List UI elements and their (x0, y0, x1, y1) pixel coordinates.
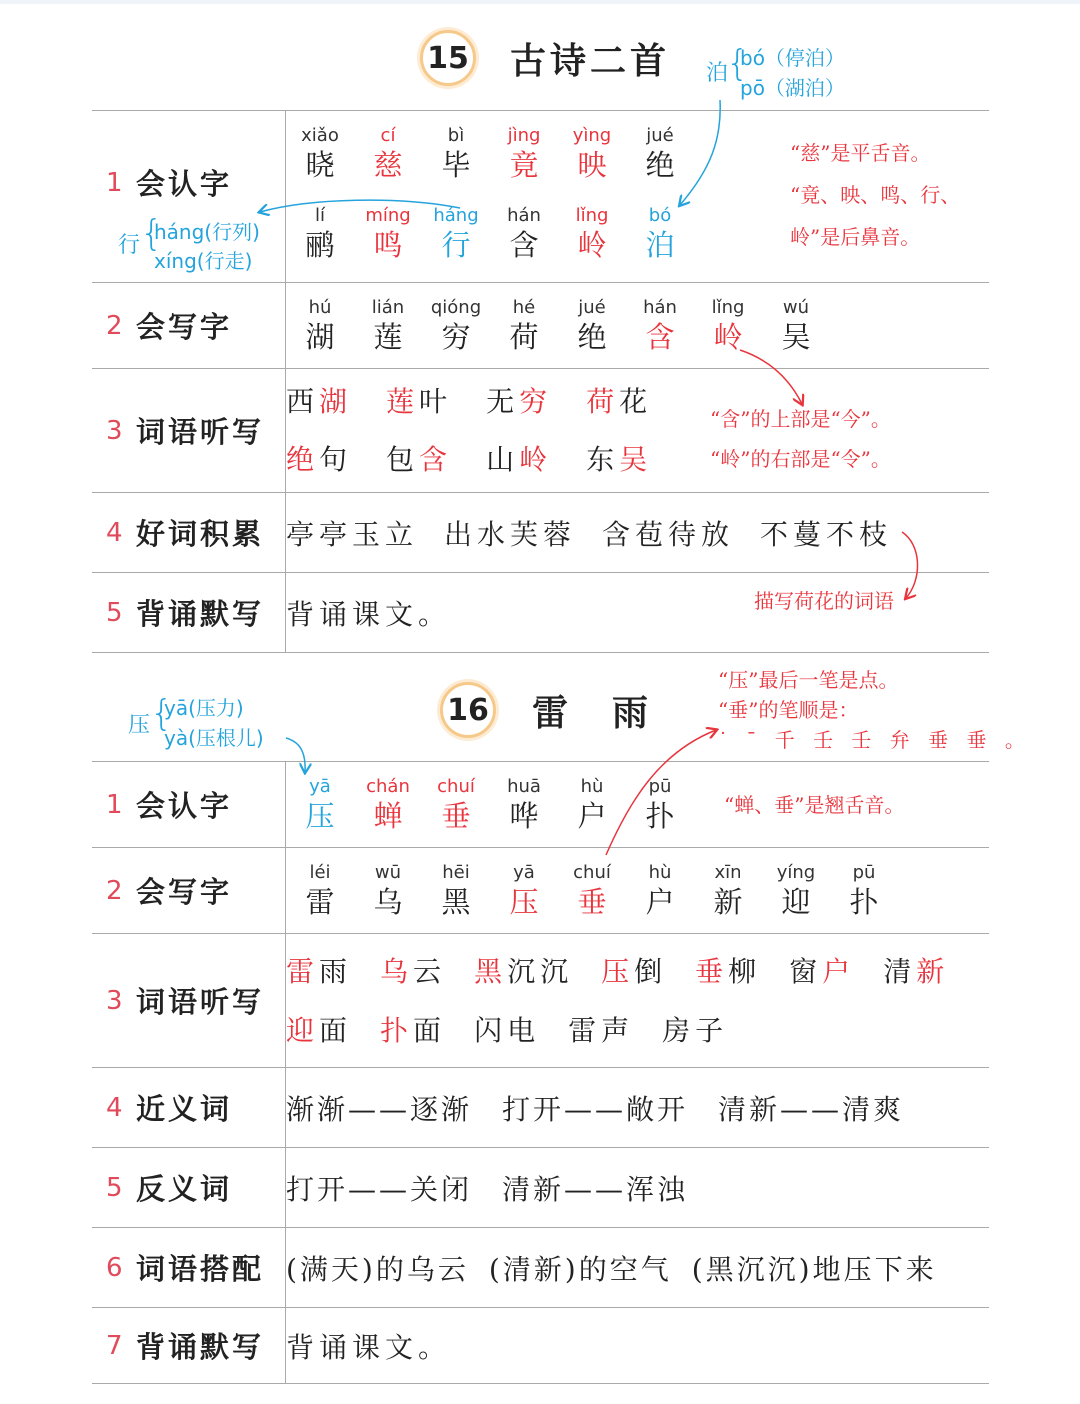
hanzi: 哗 (509, 798, 539, 833)
pinyin-char (626, 297, 694, 355)
pinyin-char (354, 125, 422, 183)
word (286, 1014, 352, 1047)
brace-icon: { (140, 213, 163, 254)
antonyms-cell (286, 1148, 990, 1228)
word (883, 955, 949, 988)
word-pair: 清新——浑浊 (502, 1172, 689, 1206)
word (380, 955, 446, 988)
row-number: 3 (106, 986, 136, 1016)
word (474, 955, 573, 988)
note-line: “竟、映、鸣、行、 (790, 183, 961, 207)
row-recite (92, 1308, 989, 1384)
pinyin-char (422, 297, 490, 355)
word-part: 荷 (586, 384, 620, 418)
pinyin: léi (309, 861, 331, 883)
synonyms-line (286, 1088, 989, 1128)
top-rule (0, 0, 1080, 4)
hanzi: 毕 (441, 147, 471, 182)
word-part: 穷 (519, 384, 553, 418)
ya-note-char: 压 (128, 713, 151, 738)
pinyin: jué (646, 124, 674, 146)
hanzi: 迎 (781, 884, 811, 919)
word-part: 扑 (380, 1013, 414, 1047)
pinyin: lǐng (575, 204, 609, 226)
row-number: 1 (106, 790, 136, 820)
row-number: 4 (106, 1093, 136, 1123)
hanzi: 户 (577, 798, 607, 833)
hanzi: 绝 (577, 319, 607, 354)
row-number: 2 (106, 311, 136, 341)
pinyin-char (422, 776, 490, 834)
note-stroke-order (718, 665, 1031, 755)
word-part: 含 (419, 442, 453, 476)
row-number: 5 (106, 598, 136, 628)
hanzi: 岭 (713, 319, 743, 354)
row-label (92, 1228, 286, 1308)
hanzi: 蝉 (373, 798, 403, 833)
bo-note-reading-2: pō（湖泊） (740, 76, 845, 100)
pinyin-char (490, 205, 558, 263)
word-part: 莲 (386, 384, 420, 418)
row-label-text: 近义词 (136, 1092, 233, 1126)
word (586, 443, 652, 476)
pinyin: jìng (507, 124, 541, 146)
word-part: 迎 (286, 1013, 320, 1047)
word-part: 新 (916, 954, 950, 988)
bo-note-char: 泊 (706, 61, 729, 86)
hanzi: 绝 (645, 147, 675, 182)
lesson-title-text: 雷 雨 (532, 692, 653, 734)
note-line: “慈”是平舌音。 (790, 141, 931, 165)
row-label (92, 493, 286, 573)
hanzi: 乌 (373, 884, 403, 919)
row-label (92, 573, 286, 653)
pinyin: háng (433, 204, 479, 226)
brace-icon: { (150, 693, 173, 734)
word-part: 雷声 (568, 1013, 635, 1047)
word-part: 山 (486, 442, 520, 476)
hanzi: 莲 (373, 319, 403, 354)
word-part: 柳 (728, 954, 762, 988)
good-word: 出水芙蓉 (444, 517, 577, 551)
pinyin-char (490, 776, 558, 834)
hanzi: 竟 (509, 147, 539, 182)
write-chars-cell (286, 283, 990, 369)
bo-note-reading-1: bó（停泊） (740, 46, 845, 70)
hanzi: 晓 (305, 147, 335, 182)
pinyin-char (694, 862, 762, 920)
hanzi: 穷 (441, 319, 471, 354)
note-read-chars (790, 138, 960, 252)
char-group (286, 862, 989, 920)
word-part: 户 (822, 954, 856, 988)
word (486, 443, 552, 476)
word-part: 花 (619, 384, 653, 418)
word-part: 房子 (662, 1013, 729, 1047)
row-number: 5 (106, 1173, 136, 1203)
note-good-words: 描写荷花的词语 (754, 589, 894, 613)
ya-note-reading-2: yà(压根儿) (164, 726, 264, 750)
pinyin: hēi (442, 861, 470, 883)
word-part: 压 (601, 954, 635, 988)
hang-note-reading-2: xíng(行走) (154, 249, 253, 273)
row-number: 6 (106, 1253, 136, 1283)
word-part: 云 (413, 954, 447, 988)
pinyin: wú (782, 296, 810, 318)
hanzi: 户 (645, 884, 675, 919)
row-number: 3 (106, 416, 136, 446)
hanzi: 扑 (645, 798, 675, 833)
row-label-text: 词语听写 (136, 415, 265, 449)
hang-note-char: 行 (118, 233, 141, 258)
word-part: 叶 (419, 384, 453, 418)
pinyin-char (558, 297, 626, 355)
word-part: 窗 (789, 954, 823, 988)
word-part: 雷 (286, 954, 320, 988)
char-group (286, 297, 989, 355)
word-part: 乌 (380, 954, 414, 988)
collocation: (黑沉沉)地压下来 (691, 1252, 937, 1286)
word (474, 1014, 540, 1047)
row-antonyms (92, 1148, 989, 1228)
pinyin: míng (365, 204, 411, 226)
word-pair: 打开——关闭 (286, 1172, 473, 1206)
dictation-line-2 (286, 1002, 989, 1060)
row-label-text: 会写字 (136, 310, 233, 344)
row-number: 2 (106, 876, 136, 906)
note-read-chars: “蝉、垂”是翘舌音。 (724, 793, 905, 817)
row-label (92, 369, 286, 493)
lesson-number-badge: 16 (440, 682, 496, 738)
pinyin: hé (512, 296, 536, 318)
pinyin: huā (507, 775, 541, 797)
brace-icon: { (726, 43, 749, 84)
row-dictation (92, 934, 989, 1068)
word-part: 清 (883, 954, 917, 988)
collocation: (满天)的乌云 (286, 1252, 469, 1286)
word-part: 倒 (634, 954, 668, 988)
pinyin: bó (648, 204, 672, 226)
recite-cell (286, 1308, 990, 1384)
note-line: 岭”是后鼻音。 (790, 225, 921, 249)
row-label-text: 词语搭配 (136, 1252, 265, 1286)
pinyin-char (354, 776, 422, 834)
row-label (92, 762, 286, 848)
hanzi: 湖 (305, 319, 335, 354)
row-write-chars (92, 848, 989, 934)
pinyin-char (490, 297, 558, 355)
row-label (92, 1068, 286, 1148)
lesson-number-badge: 15 (420, 30, 476, 86)
row-label-text: 会认字 (136, 789, 233, 823)
pinyin-char (626, 776, 694, 834)
word (286, 385, 352, 418)
hanzi: 含 (645, 319, 675, 354)
pinyin-char (286, 776, 354, 834)
hanzi: 扑 (849, 884, 879, 919)
pinyin: chán (366, 775, 410, 797)
pinyin: bì (447, 124, 465, 146)
pinyin: hù (580, 775, 604, 797)
hanzi: 泊 (645, 227, 675, 262)
pinyin: jué (578, 296, 606, 318)
row-label-text: 词语听写 (136, 985, 265, 1019)
word (601, 955, 667, 988)
pinyin: hù (648, 861, 672, 883)
pinyin: yìng (572, 124, 612, 146)
collocations-cell (286, 1228, 990, 1308)
note-dictation (710, 404, 891, 474)
hanzi: 慈 (373, 147, 403, 182)
word (386, 385, 452, 418)
word-part: 吴 (619, 442, 653, 476)
word-part: 面 (319, 1013, 353, 1047)
hanzi: 压 (509, 884, 539, 919)
pinyin: wū (374, 861, 402, 883)
word-pair: 清新——清爽 (718, 1092, 905, 1126)
pinyin-char (422, 205, 490, 263)
pinyin: pū (648, 775, 672, 797)
recite-text: 背诵课文。 (286, 597, 452, 631)
pinyin: chuí (573, 861, 611, 883)
word-part: 湖 (319, 384, 353, 418)
dictation-line-1 (286, 942, 989, 1002)
good-words-line (286, 513, 989, 553)
pinyin-char (490, 125, 558, 183)
hanzi: 雷 (305, 884, 335, 919)
pinyin: chuí (437, 775, 475, 797)
hanzi: 岭 (577, 227, 607, 262)
pinyin-char (626, 205, 694, 263)
row-number: 4 (106, 518, 136, 548)
hanzi: 鸣 (373, 227, 403, 262)
word-pair: 打开——敞开 (502, 1092, 689, 1126)
hanzi: 新 (713, 884, 743, 919)
note-line: “岭”的右部是“令”。 (710, 447, 891, 471)
hanzi: 垂 (577, 884, 607, 919)
row-label-text: 好词积累 (136, 517, 265, 551)
note-line: “含”的上部是“今”。 (710, 407, 891, 431)
row-label (92, 848, 286, 934)
pinyin: qióng (430, 296, 482, 318)
word (386, 443, 452, 476)
word (695, 955, 761, 988)
pinyin: pū (852, 861, 876, 883)
row-label-text: 背诵默写 (136, 597, 265, 631)
pinyin-char (422, 125, 490, 183)
dictation-cell (286, 934, 990, 1068)
pinyin: yā (513, 861, 535, 883)
pinyin-char (558, 205, 626, 263)
pinyin: xīn (714, 861, 742, 883)
pinyin: lí (314, 204, 325, 226)
pinyin-char (354, 297, 422, 355)
pinyin-char (762, 862, 830, 920)
word-part: 岭 (519, 442, 553, 476)
note-line: “压”最后一笔是点。 (718, 668, 899, 692)
row-collocations (92, 1228, 989, 1308)
row-number: 1 (106, 168, 136, 198)
word-part: 包 (386, 442, 420, 476)
good-words-cell (286, 493, 990, 573)
pinyin: hú (308, 296, 332, 318)
word-part: 沉沉 (507, 954, 574, 988)
lesson-title-text: 古诗二首 (510, 40, 671, 82)
word-part: 绝 (286, 442, 320, 476)
pinyin: hán (507, 204, 541, 226)
word (380, 1014, 446, 1047)
word (586, 385, 652, 418)
word-pair: 渐渐——逐渐 (286, 1092, 473, 1126)
pinyin-char (626, 862, 694, 920)
collocation: (清新)的空气 (488, 1252, 672, 1286)
word (568, 1014, 634, 1047)
good-word: 含苞待放 (602, 517, 735, 551)
word (789, 955, 855, 988)
good-word: 不蔓不枝 (760, 517, 893, 551)
hanzi: 含 (509, 227, 539, 262)
word (486, 385, 552, 418)
word (286, 955, 352, 988)
pinyin-char (830, 862, 898, 920)
row-label (92, 1308, 286, 1384)
note-line: “垂”的笔顺是： (718, 698, 859, 722)
word-part: 面 (413, 1013, 447, 1047)
word-part: 黑 (474, 954, 508, 988)
word-part: 雨 (319, 954, 353, 988)
recite-text: 背诵课文。 (286, 1330, 452, 1364)
pinyin-char (286, 862, 354, 920)
row-label (92, 1148, 286, 1228)
hanzi: 映 (577, 147, 607, 182)
row-synonyms (92, 1068, 989, 1148)
row-label-text: 反义词 (136, 1172, 233, 1206)
word-part: 垂 (695, 954, 729, 988)
pinyin-char (490, 862, 558, 920)
pinyin: xiǎo (301, 124, 339, 146)
pinyin-char (354, 862, 422, 920)
lesson-15-title (420, 30, 670, 86)
pinyin-char (558, 862, 626, 920)
word-part: 句 (319, 442, 353, 476)
hanzi: 压 (305, 798, 335, 833)
word-part: 无 (486, 384, 520, 418)
hanzi: 行 (441, 227, 471, 262)
hanzi: 荷 (509, 319, 539, 354)
row-label-text: 会认字 (136, 167, 233, 201)
pinyin-char (286, 297, 354, 355)
hanzi: 黑 (441, 884, 471, 919)
collocations-line (286, 1248, 989, 1288)
pinyin-char (354, 205, 422, 263)
row-label (92, 283, 286, 369)
word (286, 443, 352, 476)
word-part: 东 (586, 442, 620, 476)
ya-note-reading-1: yā(压力) (164, 696, 244, 720)
row-label-text: 背诵默写 (136, 1330, 265, 1364)
pinyin-char (694, 297, 762, 355)
pinyin-char (626, 125, 694, 183)
pinyin: lián (371, 296, 405, 318)
pinyin: yíng (776, 861, 816, 883)
pinyin: cí (380, 124, 396, 146)
lesson-16-table (92, 761, 989, 1384)
row-label (92, 934, 286, 1068)
pinyin-char (558, 776, 626, 834)
pinyin: hán (643, 296, 677, 318)
lesson-16-title (440, 682, 652, 738)
pinyin: yā (309, 775, 331, 797)
row-number: 7 (106, 1331, 136, 1361)
hang-note-reading-1: háng(行列) (154, 220, 260, 244)
word (662, 1014, 728, 1047)
pinyin-char (422, 862, 490, 920)
write-chars-cell (286, 848, 990, 934)
hanzi: 垂 (441, 798, 471, 833)
pinyin-char (286, 125, 354, 183)
note-line: ˙ ˉ 千 壬 壬 弁 垂 垂 。 (718, 728, 1031, 752)
synonyms-cell (286, 1068, 990, 1148)
hanzi: 吴 (781, 319, 811, 354)
word-part: 西 (286, 384, 320, 418)
pinyin-char (762, 297, 830, 355)
word-part: 闪电 (474, 1013, 541, 1047)
pinyin-char (558, 125, 626, 183)
hanzi: 鹂 (305, 227, 335, 262)
pinyin: lǐng (711, 296, 745, 318)
row-label-text: 会写字 (136, 875, 233, 909)
antonyms-line (286, 1168, 989, 1208)
row-good-words (92, 493, 989, 573)
good-word: 亭亭玉立 (286, 517, 419, 551)
pinyin-char (286, 205, 354, 263)
row-write-chars (92, 283, 989, 369)
